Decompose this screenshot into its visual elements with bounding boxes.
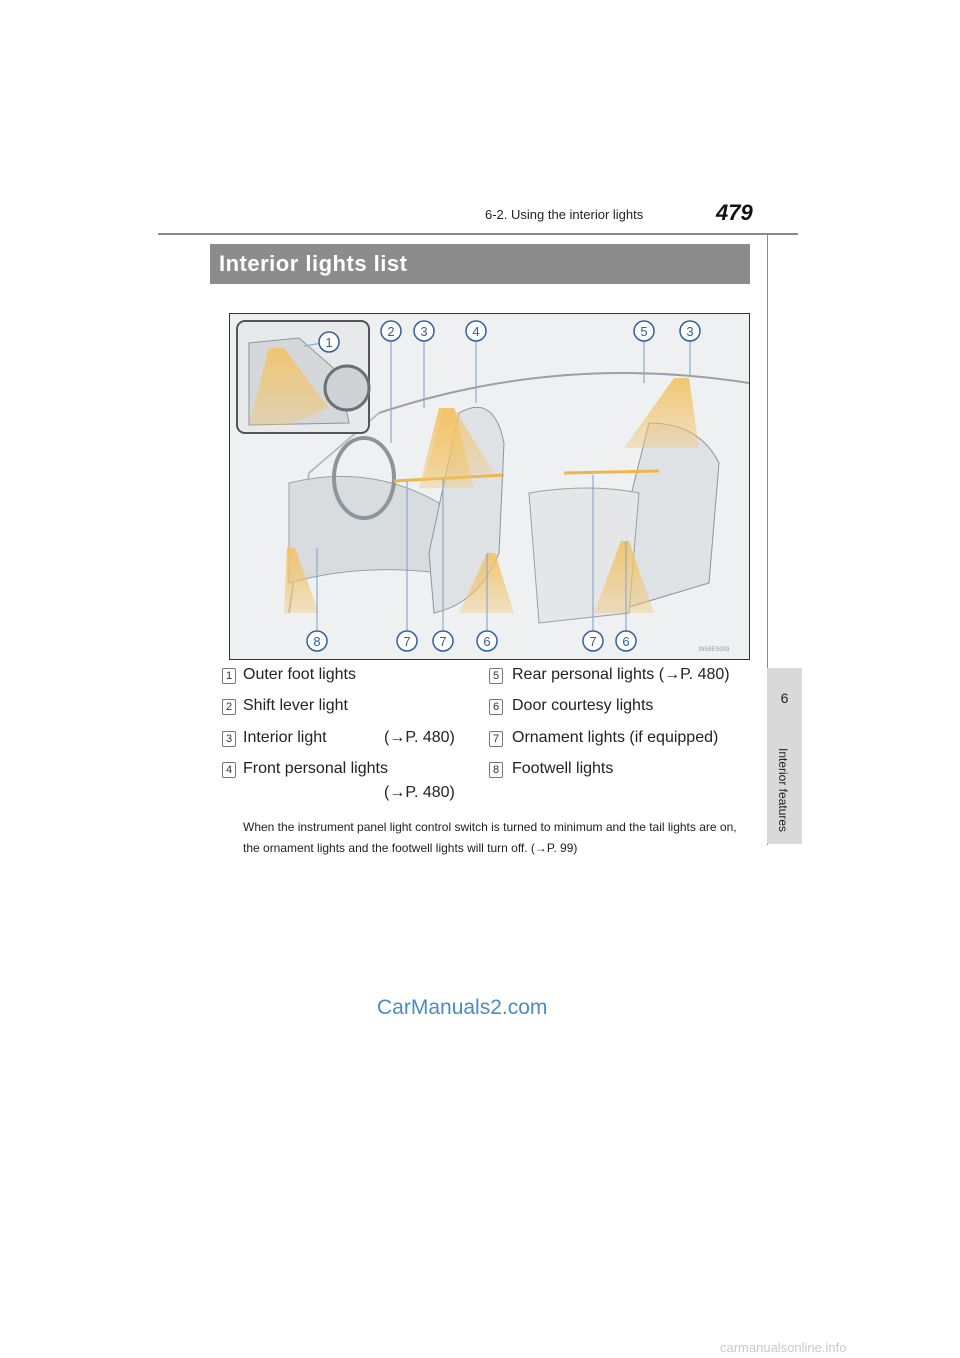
chapter-number: 6	[780, 690, 789, 706]
header-rule	[158, 233, 798, 235]
svg-text:7: 7	[589, 634, 597, 649]
svg-text:7: 7	[403, 634, 411, 649]
legend-badge-3: 3	[222, 731, 236, 747]
svg-text:7: 7	[439, 634, 447, 649]
svg-text:6: 6	[622, 634, 630, 649]
legend-badge-4: 4	[222, 762, 236, 778]
svg-text:3: 3	[420, 324, 428, 339]
svg-text:1: 1	[325, 335, 333, 350]
footnote: When the instrument panel light control switch is turned to minimum and the tail lights are on, the ornament lights and the footwell lights will turn off. (→P. 99)	[243, 820, 737, 855]
section-title-bar	[210, 244, 750, 284]
section-title: Interior lights list	[219, 251, 408, 276]
page-number: 479	[716, 200, 753, 225]
legend-label-8: Footwell lights	[512, 760, 614, 777]
svg-text:2: 2	[387, 324, 395, 339]
legend-label-2: Shift lever light	[243, 697, 348, 714]
svg-text:6: 6	[483, 634, 491, 649]
svg-text:3: 3	[686, 324, 694, 339]
legend-badge-7: 7	[489, 731, 503, 747]
legend-badge-6: 6	[489, 699, 503, 715]
legend-badge-8: 8	[489, 762, 503, 778]
legend-label-1: Outer foot lights	[243, 666, 356, 683]
legend-badge-5: 5	[489, 668, 503, 684]
legend-badge-2: 2	[222, 699, 236, 715]
chapter-tab	[767, 668, 802, 844]
svg-text:8: 8	[313, 634, 321, 649]
watermark-bottom: carmanualsonline.info	[720, 1340, 847, 1355]
legend-label-4: Front personal lights	[243, 760, 388, 777]
svg-text:5: 5	[640, 324, 648, 339]
legend-label-3: Interior light	[243, 729, 327, 746]
legend-label-5: Rear personal lights (→P. 480)	[512, 666, 730, 683]
chapter-title: Interior features	[776, 748, 790, 833]
legend-label-6: Door courtesy lights	[512, 697, 654, 714]
illustration-code: IN59ES009	[698, 647, 730, 653]
svg-text:4: 4	[472, 324, 480, 339]
watermark: CarManuals2.com	[377, 996, 548, 1019]
legend-ref-4: (→P. 480)	[384, 784, 455, 801]
header-section-title: 6-2. Using the interior lights	[485, 207, 644, 222]
legend-ref-3: (→P. 480)	[384, 729, 455, 746]
legend-label-7: Ornament lights (if equipped)	[512, 729, 719, 746]
legend-badge-1: 1	[222, 668, 236, 684]
ornament-strip-rear	[564, 471, 659, 473]
interior-lights-illustration	[229, 313, 750, 660]
